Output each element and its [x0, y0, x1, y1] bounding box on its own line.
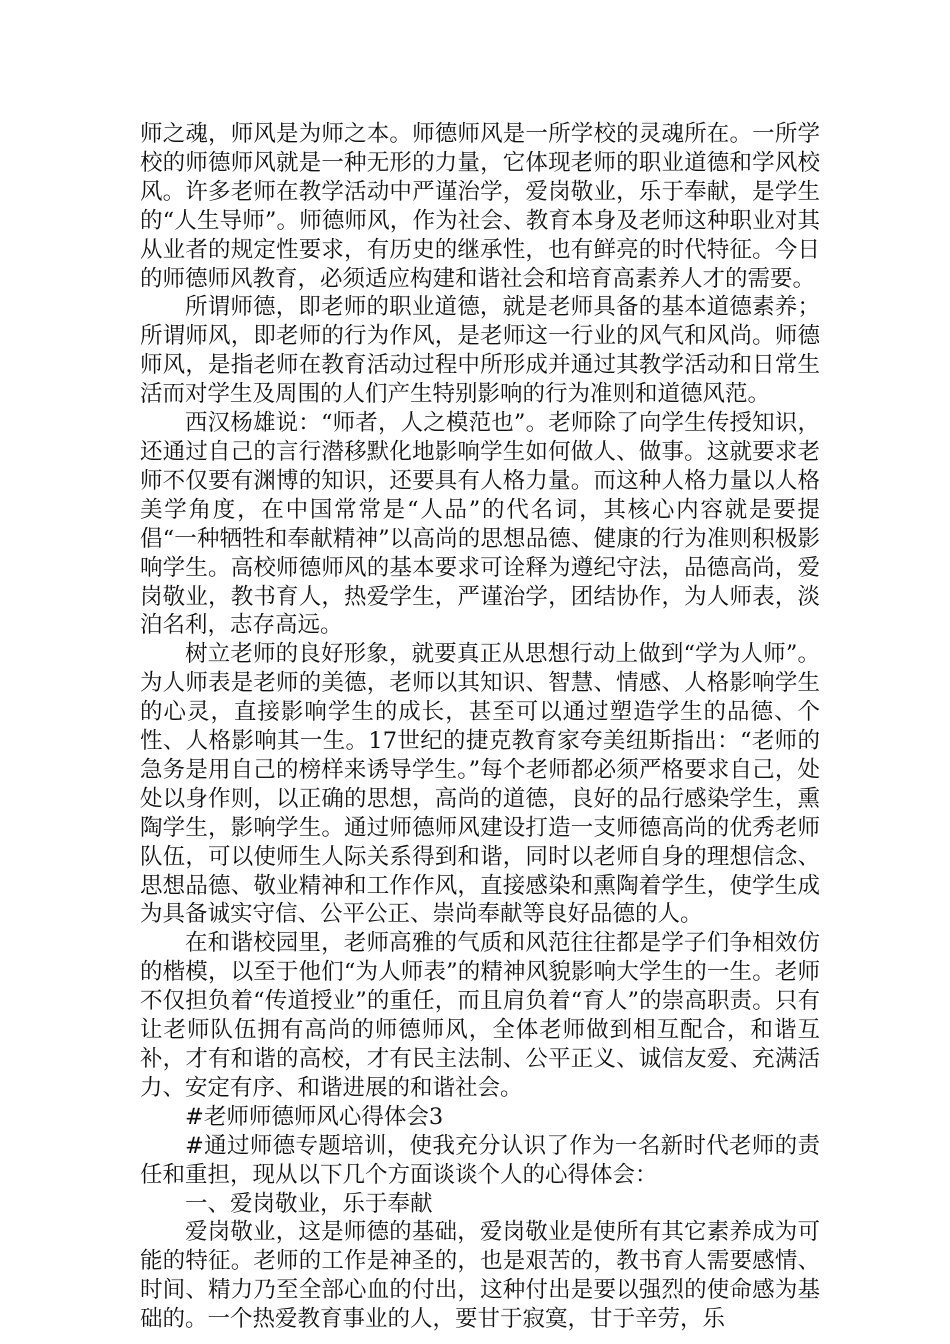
paragraph-5: 在和谐校园里，老师高雅的气质和风范往往都是学子们争相效仿的楷模，以至于他们“为人师表”的精神风貌影响大学生的一生。老师不仅担负着“传道授业”的重任，而且肩负着“育人”的崇高职责。只有让老师队伍拥有高尚的师德师风，全体老师做到相互配合，和谐互补，才有和谐的高校，才有民主法制、公平正义、诚信友爱、充满活力、安定有序、和谐进展的和谐社会。 — [140, 930, 820, 1101]
paragraph-2: 所谓师德，即老师的职业道德，就是老师具备的基本道德素养；所谓师风，即老师的行为作风，是老师这一行业的风气和风尚。师德师风，是指老师在教育活动过程中所形成并通过其教学活动和日常生活而对学生及周围的人们产生特别影响的行为准则和道德风范。 — [140, 294, 820, 408]
subheading-1: 一、爱岗敬业，乐于奉献 — [185, 1190, 433, 1217]
paragraph-1: 师之魂，师风是为师之本。师德师风是一所学校的灵魂所在。一所学校的师德师风就是一种无形的力量，它体现老师的职业道德和学风校风。许多老师在教学活动中严谨治学，爱岗敬业，乐于奉献，是学生的“人生导师”。师德师风，作为社会、教育本身及老师这种职业对其从业者的规定性要求，有历史的继承性，也有鲜亮的时代特征。今日的师德师风教育，必须适应构建和谐社会和培育高素养人才的需要。 — [140, 121, 820, 292]
paragraph-3: 西汉杨雄说：“师者，人之模范也”。老师除了向学生传授知识，还通过自己的言行潜移默化地影响学生如何做人、做事。这就要求老师不仅要有渊博的知识，还要具有人格力量。而这种人格力量以人格美学角度，在中国常常是“人品”的代名词，其核心内容就是要提倡“一种牺牲和奉献精神”以高尚的思想品德、健康的行为准则积极影响学生。高校师德师风的基本要求可诠释为遵纪守法，品德高尚，爱岗敬业，教书育人，热爱学生，严谨治学，团结协作，为人师表，淡泊名利，志存高远。 — [140, 410, 820, 639]
section-heading-3: #老师师德师风心得体会3 — [185, 1103, 444, 1130]
document-page — [140, 120, 820, 1334]
paragraph-7: #通过师德专题培训，使我充分认识了作为一名新时代老师的责任和重担，现从以下几个方面谈谈个人的心得体会： — [140, 1132, 820, 1188]
paragraph-4: 树立老师的良好形象，就要真正从思想行动上做到“学为人师”。为人师表是老师的美德，老师以其知识、智慧、情感、人格影响学生的心灵，直接影响学生的成长，甚至可以通过塑造学生的品德、个性、人格影响其一生。17世纪的捷克教育家夸美纽斯指出：“老师的急务是用自己的榜样来诱导学生。”每个老师都必须严格要求自己，处处以身作则，以正确的思想，高尚的道德，良好的品行感染学生，熏陶学生，影响学生。通过师德师风建设打造一支师德高尚的优秀老师队伍，可以使师生人际关系得到和谐，同时以老师自身的理想信念、思想品德、敬业精神和工作作风，直接感染和熏陶着学生，使学生成为具备诚实守信、公平公正、崇尚奉献等良好品德的人。 — [140, 641, 820, 928]
paragraph-9: 爱岗敬业，这是师德的基础，爱岗敬业是使所有其它素养成为可能的特征。老师的工作是神圣的，也是艰苦的，教书育人需要感情、时间、精力乃至全部心血的付出，这种付出是要以强烈的使命感为基础的。一个热爱教育事业的人，要甘于寂寞，甘于辛劳，乐 — [140, 1219, 820, 1333]
